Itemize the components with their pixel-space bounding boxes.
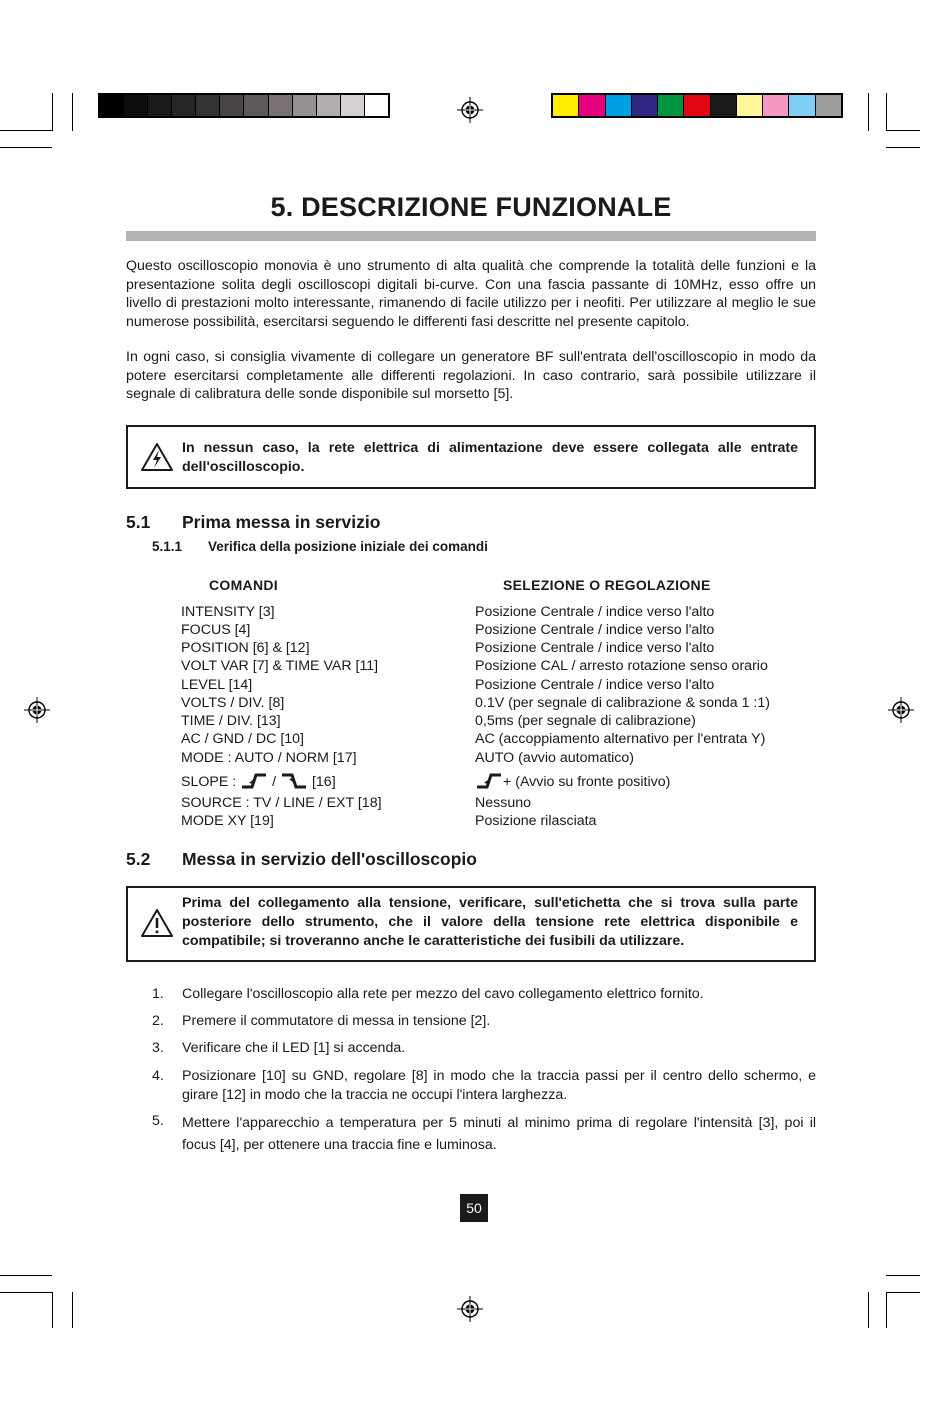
section-heading-5-2 xyxy=(126,849,477,870)
setting-cell: 0.1V (per segnale di calibrazione & sonda 1 :1) xyxy=(475,695,770,711)
step-text: Verificare che il LED [1] si accenda. xyxy=(182,1040,406,1056)
registration-mark-icon xyxy=(457,97,483,123)
crop-mark xyxy=(868,93,869,131)
warning-triangle-icon xyxy=(140,907,174,939)
crop-mark xyxy=(72,93,73,131)
step-number: 1. xyxy=(152,986,164,1002)
slope-label: SLOPE : xyxy=(181,774,237,790)
intro-paragraph-2: In ogni caso, si consiglia vivamente di collegare un generatore BF sull'entrata dell'oscilloscopio in modo da potere esercitarsi completamente alle differenti regolazioni. In caso contrario, sarà possibile utilizzare il segnale di calibratura delle sonde disponibile sul morsetto [5]. xyxy=(126,349,816,402)
registration-mark-icon xyxy=(457,1296,483,1322)
crop-mark xyxy=(886,130,920,131)
setting-cell-slope xyxy=(475,772,670,791)
process-color-bar xyxy=(551,93,843,118)
color-swatch xyxy=(243,95,267,116)
color-swatch xyxy=(553,95,578,116)
setting-cell: Posizione CAL / arresto rotazione senso orario xyxy=(475,658,768,674)
step-number: 2. xyxy=(152,1013,164,1029)
grayscale-color-bar xyxy=(98,93,390,118)
step-number: 3. xyxy=(152,1040,164,1056)
color-swatch xyxy=(762,95,788,116)
registration-mark-icon xyxy=(24,697,50,723)
step-text: Posizionare [10] su GND, regolare [8] in modo che la traccia passi per il centro dello schermo, e girare [12] in modo che la traccia ne occupi l'intera larghezza. xyxy=(182,1068,816,1103)
command-cell: MODE : AUTO / NORM [17] xyxy=(181,750,357,766)
section-heading-5-1 xyxy=(126,512,380,533)
color-swatch xyxy=(605,95,631,116)
section-title: Prima messa in servizio xyxy=(182,512,381,532)
subsection-number: 5.1.1 xyxy=(152,539,183,554)
crop-mark xyxy=(52,93,53,131)
color-swatch xyxy=(657,95,683,116)
command-cell: VOLTS / DIV. [8] xyxy=(181,695,285,711)
setting-cell: AC (accoppiamento alternativo per l'entrata Y) xyxy=(475,731,766,747)
command-cell: TIME / DIV. [13] xyxy=(181,713,281,729)
color-swatch xyxy=(788,95,814,116)
command-cell-slope xyxy=(181,772,336,791)
column-header-settings: SELEZIONE O REGOLAZIONE xyxy=(503,577,711,593)
crop-mark xyxy=(886,147,920,148)
color-swatch xyxy=(123,95,147,116)
setting-cell: 0,5ms (per segnale di calibrazione) xyxy=(475,713,696,729)
color-swatch xyxy=(815,95,841,116)
section-number: 5.2 xyxy=(126,849,151,869)
electrical-warning-box xyxy=(126,425,816,489)
color-swatch xyxy=(292,95,316,116)
crop-mark xyxy=(0,1292,52,1293)
electrical-warning-text: In nessun caso, la rete elettrica di alimentazione deve essere collegata alle entrate dell'oscilloscopio. xyxy=(182,440,798,475)
color-swatch xyxy=(578,95,604,116)
setting-cell: Nessuno xyxy=(475,795,531,811)
step-number: 5. xyxy=(152,1113,164,1129)
setting-cell: Posizione Centrale / indice verso l'alto xyxy=(475,640,715,656)
color-swatch xyxy=(268,95,292,116)
slope-setting: + (Avvio su fronte positivo) xyxy=(503,774,671,790)
color-swatch xyxy=(100,95,123,116)
setting-cell: Posizione Centrale / indice verso l'alto xyxy=(475,677,715,693)
color-swatch xyxy=(683,95,709,116)
color-swatch xyxy=(340,95,364,116)
crop-mark xyxy=(886,1292,920,1293)
command-cell: VOLT VAR [7] & TIME VAR [11] xyxy=(181,658,379,674)
color-swatch xyxy=(736,95,762,116)
title-underline-bar xyxy=(126,231,816,241)
command-cell: POSITION [6] & [12] xyxy=(181,640,310,656)
subsection-title: Verifica della posizione iniziale dei comandi xyxy=(208,539,488,554)
slope-separator: / xyxy=(272,774,277,790)
step-text: Collegare l'oscilloscopio alla rete per mezzo del cavo collegamento elettrico fornito. xyxy=(182,986,704,1002)
step-number: 4. xyxy=(152,1068,164,1084)
color-swatch xyxy=(219,95,243,116)
color-swatch xyxy=(364,95,388,116)
crop-mark xyxy=(886,1292,887,1328)
section-number: 5.1 xyxy=(126,512,151,532)
setting-cell: Posizione rilasciata xyxy=(475,813,597,829)
falling-edge-icon xyxy=(280,772,308,790)
setting-cell: Posizione Centrale / indice verso l'alto xyxy=(475,604,715,620)
color-swatch xyxy=(316,95,340,116)
crop-mark xyxy=(0,1275,52,1276)
color-swatch xyxy=(631,95,657,116)
color-swatch xyxy=(147,95,171,116)
electric-hazard-icon xyxy=(140,441,174,473)
crop-mark xyxy=(72,1292,73,1328)
registration-mark-icon xyxy=(888,697,914,723)
page-number: 50 xyxy=(460,1194,488,1222)
step-text: Mettere l'apparecchio a temperatura per 5 minuti al minimo prima di regolare l'intensità [3], poi il focus [4], per ottenere una traccia fine e luminosa. xyxy=(182,1115,816,1153)
page-title: 5. DESCRIZIONE FUNZIONALE xyxy=(270,192,672,222)
intro-paragraph-1: Questo oscilloscopio monovia è uno strumento di alta qualità che comprende la totalità delle funzioni e la presentazione solita degli oscilloscopi digitali bi-curve. Con una fascia passante di 10MHz, esso offre un livello di prestazioni molto interessante, rimanendo di facile utilizzo per i neofiti. Per utilizzare al meglio le sue numerose possibilità, esercitarsi seguendo le differenti fasi descritte nel presente capitolo. xyxy=(126,258,816,330)
color-swatch xyxy=(195,95,219,116)
command-cell: SOURCE : TV / LINE / EXT [18] xyxy=(181,795,382,811)
crop-mark xyxy=(0,147,52,148)
crop-mark xyxy=(868,1292,869,1328)
slope-ref: [16] xyxy=(311,774,336,790)
command-cell: AC / GND / DC [10] xyxy=(181,731,304,747)
color-swatch xyxy=(710,95,736,116)
color-swatch xyxy=(171,95,195,116)
step-text: Premere il commutatore di messa in tensione [2]. xyxy=(182,1013,491,1029)
command-cell: MODE XY [19] xyxy=(181,813,274,829)
crop-mark xyxy=(886,1275,920,1276)
rising-edge-icon xyxy=(475,772,503,790)
column-header-commands: COMANDI xyxy=(209,577,278,593)
command-cell: INTENSITY [3] xyxy=(181,604,275,620)
section-title: Messa in servizio dell'oscilloscopio xyxy=(182,849,477,869)
command-cell: FOCUS [4] xyxy=(181,622,251,638)
crop-mark xyxy=(886,93,887,131)
crop-mark xyxy=(52,1292,53,1328)
setting-cell: Posizione Centrale / indice verso l'alto xyxy=(475,622,715,638)
command-cell: LEVEL [14] xyxy=(181,677,253,693)
subsection-heading-5-1-1 xyxy=(152,539,488,554)
setting-cell: AUTO (avvio automatico) xyxy=(475,750,635,766)
voltage-warning-text: Prima del collegamento alla tensione, verificare, sull'etichetta che si trova sulla parte posteriore dello strumento, che il valore della tensione rete elettrica disponibile e compatibile; si troveranno anche le caratteristiche dei fusibili da utilizzare. xyxy=(182,895,798,949)
rising-edge-icon xyxy=(240,772,268,790)
crop-mark xyxy=(0,130,52,131)
voltage-warning-box xyxy=(126,886,816,962)
